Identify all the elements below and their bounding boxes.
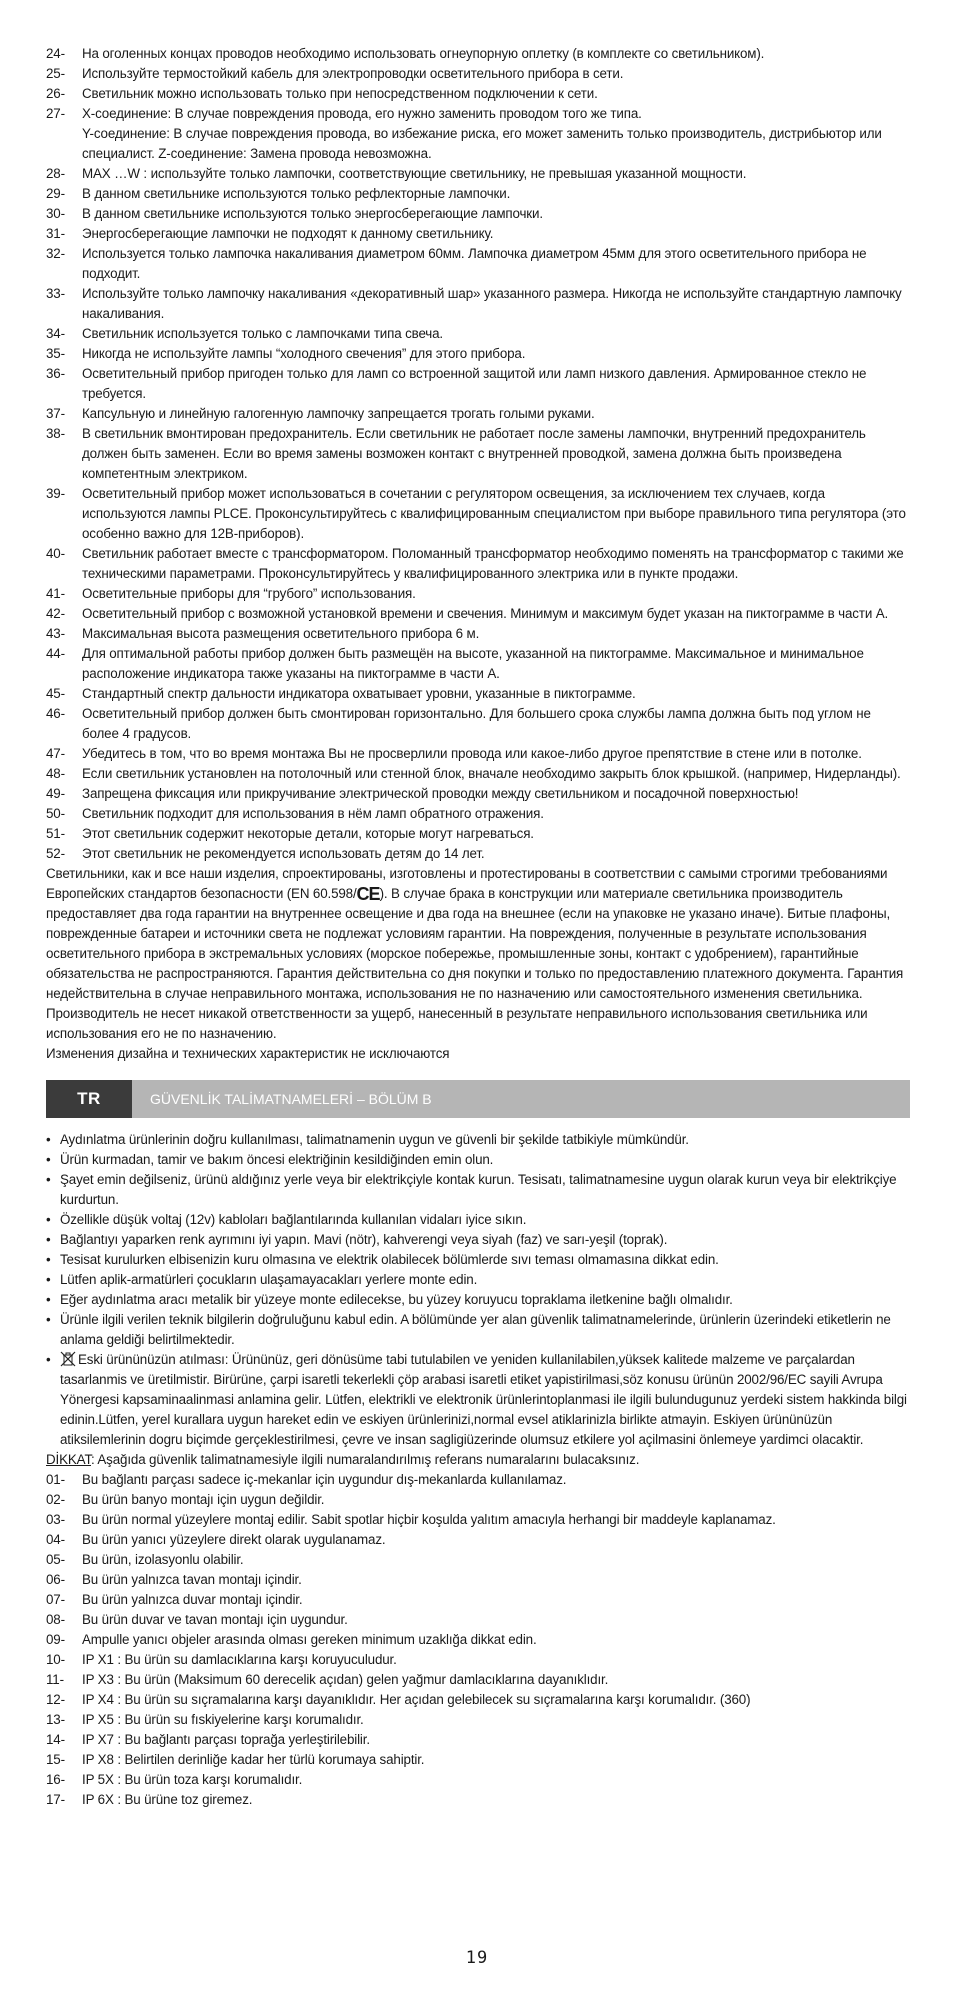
list-item [46,1610,910,1630]
bullet-marker: • [46,1212,51,1227]
tr-section-title: GÜVENLİK TALİMATNAMELERİ – BÖLÜM B [150,1091,432,1107]
tr-section-header [46,1080,910,1118]
item-number: 01- [46,1472,65,1487]
item-text: Lütfen aplik-armatürleri çocukların ulaşamayacakları yerlere monte edin. [60,1272,478,1287]
item-text: Bu ürün yanıcı yüzeylere direkt olarak uygulanamaz. [82,1532,386,1547]
item-number: 51- [46,826,65,841]
item-text: Этот светильник содержит некоторые детали, которые могут нагреваться. [82,826,534,841]
item-text: Ampulle yanıcı objeler arasında olması gereken minimum uzaklığa dikkat edin. [82,1632,537,1647]
list-item [46,1650,910,1670]
list-item [46,1670,910,1690]
tr-disposal-text: Eski ürününüzün atılması: Ürününüz, geri dönüsüme tabi tutulabilen ve yeniden kullanilabilen,yüksek kalitede malzeme ve parçalardan tasarlanmis ve üretilmistir. Birürüne, çarpi isaretli tekerlekli çöp arabasi isaretli etiket yapistirilmasi,söz konusu ürünün 2002/96/EC sayili Avrupa Yönergesi kapsaminaalinmasi anlamina gelir. Lütfen, elektrikli ve elektronik ürünlerintoplanmasi ile ilgili bulundugunuz yerdeki sistem hakkinda bilgi edinin.Lütfen, yerel kurallara uygun hareket edin ve eskiyen ürünlerinizi,normal evsel atiklarinizla birlikte atmayin. Eskiyen ürününüzün atiksilemlerinin dogru biçimde gerçeklestirilmesi, çevre ve insan sagligiüzerinde olumsuz etkilere yol açilmasini önlemeye yardimci olacaktir. [60,1352,907,1447]
item-text: Bu bağlantı parçası sadece iç-mekanlar için uygundur dış-mekanlarda kullanılamaz. [82,1472,567,1487]
item-text: Bu ürün duvar ve tavan montajı için uygundur. [82,1612,348,1627]
list-item [46,84,910,104]
bullet-marker: • [46,1152,51,1167]
item-text: X-соединение: В случае повреждения провода, его нужно заменить проводом того же типа. Y-соединение: В случае повреждения провода, во избежание риска, его может заменить только производитель, дистрибьютор или специалист. Z-соединение: Замена провода невозможна. [82,106,882,161]
item-number: 06- [46,1572,65,1587]
item-text: IP X5 : Bu ürün su fıskiyelerine karşı korumalıdır. [82,1712,364,1727]
list-item [46,1290,910,1310]
item-number: 07- [46,1592,65,1607]
list-item [46,1530,910,1550]
item-number: 15- [46,1752,65,1767]
list-item [46,1790,910,1810]
item-number: 48- [46,766,65,781]
item-number: 28- [46,166,65,181]
item-text: Осветительные приборы для “грубого” использования. [82,586,416,601]
list-item [46,324,910,344]
list-item [46,1710,910,1730]
item-number: 37- [46,406,65,421]
item-text: Ürünle ilgili verilen teknik bilgilerin doğruluğunu kabul edin. A bölümünde yer alan güvenlik talimatnamelerinde, ürünlerin üzerindeki etiketlerin ne anlama geldiği belirtilmektedir. [60,1312,891,1347]
item-number: 26- [46,86,65,101]
list-item [46,1590,910,1610]
item-text: Eğer aydınlatma aracı metalik bir yüzeye monte edilecekse, bu yüzey koruyucu topraklama iletkenine bağlı olmalıdır. [60,1292,733,1307]
item-number: 09- [46,1632,65,1647]
item-number: 52- [46,846,65,861]
list-item [46,644,910,684]
list-item [46,704,910,744]
item-text: IP X3 : Bu ürün (Maksimum 60 derecelik açıdan) gelen yağmur damlacıklarına dayanıklıdır. [82,1672,609,1687]
item-number: 31- [46,226,65,241]
ru-warranty-text-a: Светильники, как и все наши изделия, спроектированы, изготовлены и протестированы в соответствии с самыми строгими требованиями Европейских стандартов безопасности (EN 60.598/ [46,866,888,901]
item-text: Максимальная высота размещения осветительного прибора 6 м. [82,626,480,641]
list-item [46,1570,910,1590]
item-text: В данном светильнике используются только рефлекторные лампочки. [82,186,511,201]
list-item [46,544,910,584]
list-item [46,1490,910,1510]
item-text: Энергосберегающие лампочки не подходят к данному светильнику. [82,226,494,241]
list-item [46,1170,910,1210]
list-item [46,1310,910,1350]
ru-warranty-paragraph [46,864,910,1044]
item-number: 30- [46,206,65,221]
item-number: 38- [46,426,65,441]
tr-language-code: TR [46,1080,132,1118]
list-item [46,1270,910,1290]
item-number: 50- [46,806,65,821]
list-item [46,204,910,224]
list-item [46,364,910,404]
item-text: IP 5X : Bu ürün toza karşı korumalıdır. [82,1772,303,1787]
list-item [46,1770,910,1790]
list-item [46,1230,910,1250]
bullet-marker: • [46,1132,51,1147]
list-item [46,584,910,604]
ru-warranty-text-b: ). В случае брака в конструкции или материале светильника производитель предоставляет два года гарантии на внутреннее освещение и два года на внешнее (если на упаковке не указано иначе). Битые плафоны, поврежденные батареи и источники света не подлежат условиям гарантии. На повреждения, полученные в результате использования осветительного прибора в экстремальных условиях (морское побережье, промышленные зоны, контакт с удобрением), гарантийные обязательства не распространяются. Гарантия действительна со дня покупки и только по предоставлению платежного документа. Гарантия недействительна в случае неправильного монтажа, использования не по назначению или самостоятельного изменения светильника. Производитель не несет никакой ответственности за ущерб, нанесенный в результате неправильного использования светильника или использования его не по назначению. [46,886,904,1041]
list-item [46,824,910,844]
item-text: Запрещена фиксация или прикручивание электрической проводки между светильником и посадочной поверхностью! [82,786,799,801]
list-item [46,764,910,784]
item-number: 33- [46,286,65,301]
item-text: IP X4 : Bu ürün su sıçramalarına karşı dayanıklıdır. Her açıdan gelebilecek su sıçramalarına karşı korumalıdır. (360) [82,1692,751,1707]
ru-changes-note: Изменения дизайна и технических характеристик не исключаются [46,1046,450,1061]
item-number: 36- [46,366,65,381]
list-item [46,44,910,64]
item-text: Светильник подходит для использования в нём ламп обратного отражения. [82,806,544,821]
list-item [46,1510,910,1530]
bullet-marker: • [46,1352,51,1367]
item-text: Используется только лампочка накаливания диаметром 60мм. Лампочка диаметром 45мм для этого осветительного прибора не подходит. [82,246,867,281]
bullet-marker: • [46,1172,51,1187]
list-item [46,604,910,624]
item-text: Капсульную и линейную галогенную лампочку запрещается трогать голыми руками. [82,406,595,421]
item-text: IP 6X : Bu ürüne toz giremez. [82,1792,253,1807]
list-item [46,404,910,424]
item-text: Стандартный спектр дальности индикатора охватывает уровни, указанные в пиктограмме. [82,686,636,701]
list-item [46,224,910,244]
item-number: 08- [46,1612,65,1627]
list-item [46,804,910,824]
item-number: 12- [46,1692,65,1707]
list-item [46,1470,910,1490]
item-number: 16- [46,1772,65,1787]
list-item [46,844,910,864]
item-number: 29- [46,186,65,201]
tr-note [46,1450,910,1470]
item-text: Используйте только лампочку накаливания «декоративный шар» указанного размера. Никогда не используйте стандартную лампочку накаливания. [82,286,902,321]
bullet-marker: • [46,1312,51,1327]
list-item [46,1250,910,1270]
item-number: 10- [46,1652,65,1667]
item-text: Bu ürün, izolasyonlu olabilir. [82,1552,244,1567]
list-item [46,184,910,204]
list-item [46,424,910,484]
item-number: 40- [46,546,65,561]
item-text: Özellikle düşük voltaj (12v) kabloları bağlantılarında kullanılan vidaları iyice sıkın. [60,1212,527,1227]
item-text: Осветительный прибор может использоваться в сочетании с регулятором освещения, за исключением тех случаев, когда используются лампы PLCE. Проконсультируйтесь с квалифицированным специалистом при выборе правильного типа регулятора (это особенно важно для 12В-приборов). [82,486,906,541]
item-text: Осветительный прибор пригоден только для ламп со встроенной защитой или ламп низкого давления. Армированное стекло не требуется. [82,366,867,401]
item-number: 43- [46,626,65,641]
item-number: 04- [46,1532,65,1547]
item-text: В данном светильнике используются только энергосберегающие лампочки. [82,206,543,221]
item-number: 47- [46,746,65,761]
item-text: Şayet emin değilseniz, ürünü aldığınız yerle veya bir elektrikçiyle kontak kurun. Tesisatı, talimatnamesine uygun olarak kurun veya bir elektrikçiye kurdurtun. [60,1172,897,1207]
bullet-marker: • [46,1272,51,1287]
ce-mark: CE [356,884,380,904]
item-number: 05- [46,1552,65,1567]
item-text: Используйте термостойкий кабель для электропроводки осветительного прибора в сети. [82,66,624,81]
item-number: 35- [46,346,65,361]
item-text: Bağlantıyı yaparken renk ayrımını iyi yapın. Mavi (nötr), kahverengi veya siyah (faz) ve sarı-yeşil (toprak). [60,1232,668,1247]
item-text: Светильник работает вместе с трансформатором. Поломанный трансформатор необходимо поменять на трансформатор с такими же техническими параметрами. Проконсультируйтесь у квалифицированного электрика или в пункте продажи. [82,546,904,581]
list-item [46,1210,910,1230]
list-item [46,624,910,644]
list-item [46,284,910,324]
page-number: 19 [465,1948,489,1968]
item-number: 44- [46,646,65,661]
item-number: 34- [46,326,65,341]
bullet-marker: • [46,1252,51,1267]
item-number: 17- [46,1792,65,1807]
item-text: Если светильник установлен на потолочный или стенной блок, вначале необходимо закрыть блок крышкой. (например, Нидерланды). [82,766,901,781]
item-text: Tesisat kurulurken elbisenizin kuru olmasına ve elektrik olabilecek bölümlerde sıvı teması olmamasına dikkat edin. [60,1252,719,1267]
item-text: В светильник вмонтирован предохранитель. Если светильник не работает после замены лампочки, внутренний предохранитель должен быть заменен. Если во время замены возможен контакт с внутренней проводкой, замена должна быть произведена компетентным электриком. [82,426,866,481]
item-text: IP X8 : Belirtilen derinliğe kadar her türlü korumaya sahiptir. [82,1752,425,1767]
item-text: Bu ürün normal yüzeylere montaj edilir. Sabit spotlar hiçbir koşulda yalıtım amacıyla herhangi bir maddeyle kaplanamaz. [82,1512,776,1527]
list-item [46,244,910,284]
item-text: MAX …W : используйте только лампочки, соответствующие светильнику, не превышая указанной мощности. [82,166,747,181]
item-text: Bu ürün yalnızca duvar montajı içindir. [82,1592,303,1607]
list-item [46,104,910,164]
item-text: Никогда не используйте лампы “холодного свечения” для этого прибора. [82,346,526,361]
item-number: 49- [46,786,65,801]
list-item [46,784,910,804]
list-item [46,1130,910,1150]
item-text: Bu ürün banyo montajı için uygun değildir. [82,1492,325,1507]
list-item [46,64,910,84]
list-item [46,744,910,764]
list-item [46,164,910,184]
item-number: 39- [46,486,65,501]
tr-note-label: DİKKAT [46,1452,91,1467]
item-number: 32- [46,246,65,261]
item-text: Bu ürün yalnızca tavan montajı içindir. [82,1572,302,1587]
item-text: Светильник можно использовать только при непосредственном подключении к сети. [82,86,598,101]
item-number: 11- [46,1672,64,1687]
tr-note-text: : Aşağıda güvenlik talimatnamesiyle ilgili numaralandırılmış referans numaralarını bulacaksınız. [91,1452,640,1467]
item-text: Осветительный прибор должен быть смонтирован горизонтально. Для большего срока службы лампа должна быть под углом не более 4 градусов. [82,706,871,741]
item-number: 41- [46,586,65,601]
item-number: 24- [46,46,65,61]
tr-bullet-list [46,1130,910,1350]
item-number: 02- [46,1492,65,1507]
list-item [46,1630,910,1650]
tr-disposal-item [46,1350,910,1450]
ru-instruction-list [46,44,910,864]
item-number: 46- [46,706,65,721]
item-number: 45- [46,686,65,701]
bullet-marker: • [46,1292,51,1307]
item-number: 13- [46,1712,65,1727]
item-text: IP X1 : Bu ürün su damlacıklarına karşı koruyuculudur. [82,1652,397,1667]
list-item [46,684,910,704]
item-number: 25- [46,66,65,81]
list-item [46,1730,910,1750]
list-item [46,1690,910,1710]
bullet-marker: • [46,1232,51,1247]
list-item [46,344,910,364]
item-number: 03- [46,1512,65,1527]
tr-instruction-list [46,1470,910,1810]
list-item [46,1550,910,1570]
list-item [46,1150,910,1170]
item-number: 14- [46,1732,65,1747]
item-text: Для оптимальной работы прибор должен быть размещён на высоте, указанной на пиктограмме. Максимальное и минимальное расположение индикатора также указаны на пиктограмме в части А. [82,646,864,681]
item-text: На оголенных концах проводов необходимо использовать огнеупорную оплетку (в комплекте со светильником). [82,46,765,61]
item-text: Ürün kurmadan, tamir ve bakım öncesi elektriğinin kesildiğinden emin olun. [60,1152,494,1167]
item-text: Убедитесь в том, что во время монтажа Вы не просверлили провода или какое-либо другое препятствие в стене или в потолке. [82,746,862,761]
item-text: IP X7 : Bu bağlantı parçası toprağa yerleştirilebilir. [82,1732,370,1747]
item-number: 27- [46,106,65,121]
item-number: 42- [46,606,65,621]
item-text: Aydınlatma ürünlerinin doğru kullanılması, talimatnamenin uygun ve güvenli bir şekilde tatbikiyle mümkündür. [60,1132,689,1147]
item-text: Светильник используется только с лампочками типа свеча. [82,326,444,341]
list-item [46,484,910,544]
crossed-bin-icon [60,1351,76,1367]
item-text: Этот светильник не рекомендуется использовать детям до 14 лет. [82,846,485,861]
item-text: Осветительный прибор с возможной установкой времени и свечения. Минимум и максимум будет указан на пиктограмме в части А. [82,606,889,621]
list-item [46,1750,910,1770]
